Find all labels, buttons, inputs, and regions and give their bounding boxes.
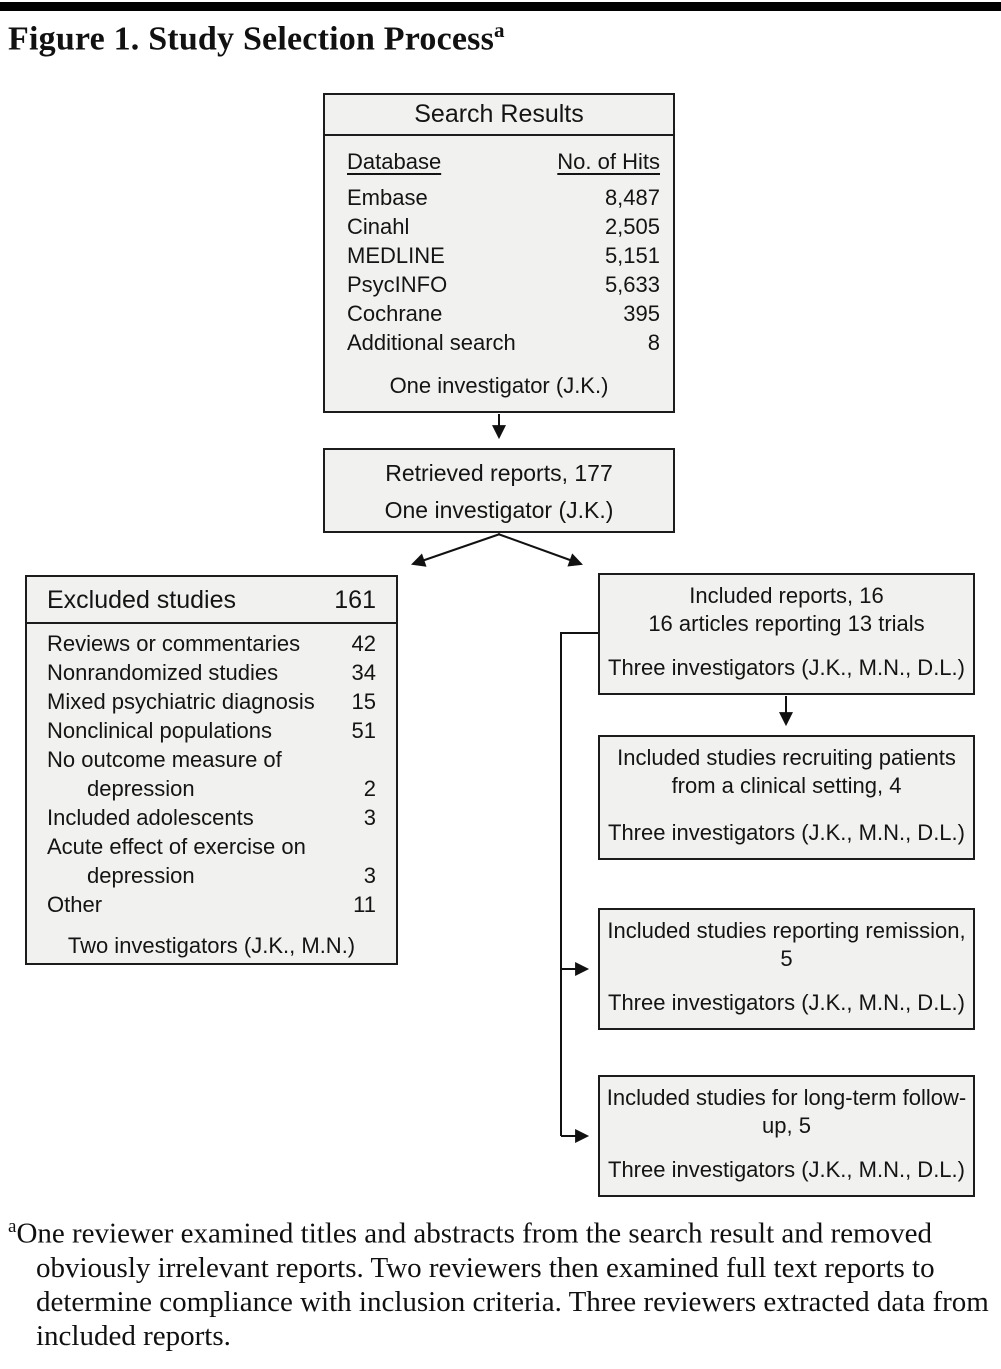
footnote-text: One reviewer examined titles and abstracts from the search result and removed obviously irrelevant reports. Two reviewers then examined full text reports to determine compliance with inclusion criteria. Three reviewers extracted data from included reports. — [16, 1217, 989, 1352]
included-reports-line2: 16 articles reporting 13 trials — [648, 611, 925, 636]
exclusion-count: 51 — [351, 718, 376, 743]
hit-count: 8,487 — [604, 185, 660, 210]
exclusion-count: 3 — [363, 863, 376, 888]
list-item — [47, 832, 376, 861]
database-name: Additional search — [347, 330, 516, 355]
remission-title: Included studies reporting remission, 5 — [607, 918, 966, 971]
exclusion-reason: Included adolescents — [47, 805, 254, 830]
excluded-studies-header — [27, 577, 396, 624]
branch-line — [561, 633, 598, 1136]
retrieved-reports-investigators: One investigator (J.K.) — [384, 497, 614, 523]
exclusion-reason: Other — [47, 892, 103, 917]
database-name: PsycINFO — [347, 272, 448, 297]
column-header-database: Database — [347, 149, 442, 174]
retrieved-reports-box — [323, 448, 675, 533]
exclusion-reason: depression — [87, 776, 195, 801]
search-results-box — [323, 93, 675, 413]
list-item — [47, 774, 376, 803]
arrow-retrieved-to-excluded — [413, 534, 500, 564]
included-reports-box — [598, 573, 975, 695]
search-results-rows — [325, 181, 673, 357]
database-name: MEDLINE — [347, 243, 445, 268]
clinical-setting-box — [598, 735, 975, 860]
included-reports-line1: Included reports, 16 — [689, 583, 884, 608]
exclusion-reason: Nonclinical populations — [47, 718, 273, 743]
list-item — [47, 861, 376, 890]
follow-up-investigators: Three investigators (J.K., M.N., D.L.) — [608, 1157, 965, 1182]
excluded-studies-header-label: Excluded studies — [47, 586, 237, 614]
figure-title-text: Figure 1. Study Selection Process — [8, 20, 495, 58]
table-row — [347, 328, 660, 357]
exclusion-reason: Mixed psychiatric diagnosis — [47, 689, 315, 714]
list-item — [47, 803, 376, 832]
exclusion-reason: Reviews or commentaries — [47, 631, 301, 656]
hit-count: 5,633 — [604, 272, 660, 297]
table-row — [347, 183, 660, 212]
included-reports-title — [605, 582, 968, 638]
list-item — [47, 658, 376, 687]
list-item — [47, 716, 376, 745]
list-item — [47, 745, 376, 774]
table-row — [347, 241, 660, 270]
follow-up-box — [598, 1075, 975, 1197]
search-results-column-headers — [325, 136, 673, 181]
exclusion-count: 3 — [363, 805, 376, 830]
follow-up-title: Included studies for long-term follow-up, 5 — [606, 1085, 967, 1138]
column-header-hits: No. of Hits — [557, 149, 660, 174]
search-results-header: Search Results — [325, 95, 673, 136]
table-row — [347, 270, 660, 299]
retrieved-reports-title: Retrieved reports, 177 — [385, 460, 613, 486]
table-row — [347, 299, 660, 328]
database-name: Cochrane — [347, 301, 443, 326]
list-item — [47, 890, 376, 919]
arrow-retrieved-to-included — [498, 534, 581, 564]
exclusion-count: 42 — [351, 631, 376, 656]
remission-investigators: Three investigators (J.K., M.N., D.L.) — [608, 990, 965, 1015]
database-name: Embase — [347, 185, 428, 210]
exclusion-reason: No outcome measure of — [47, 747, 282, 772]
included-reports-investigators: Three investigators (J.K., M.N., D.L.) — [608, 655, 965, 680]
footnote-marker: a — [8, 1216, 17, 1237]
hit-count: 395 — [623, 301, 660, 326]
database-name: Cinahl — [347, 214, 410, 239]
list-item — [47, 629, 376, 658]
exclusion-reason: Nonrandomized studies — [47, 660, 279, 685]
figure-footnote — [8, 1210, 994, 1353]
excluded-studies-rows — [27, 624, 396, 919]
exclusion-count: 34 — [351, 660, 376, 685]
exclusion-count: 2 — [363, 776, 376, 801]
exclusion-count: 11 — [353, 892, 376, 917]
exclusion-reason: Acute effect of exercise on — [47, 834, 306, 859]
exclusion-count: 15 — [351, 689, 376, 714]
hit-count: 8 — [647, 330, 660, 355]
hit-count: 2,505 — [604, 214, 660, 239]
list-item — [47, 687, 376, 716]
clinical-setting-title: Included studies recruiting patients from a clinical setting, 4 — [617, 745, 956, 798]
clinical-setting-investigators: Three investigators (J.K., M.N., D.L.) — [608, 820, 965, 845]
table-row — [347, 212, 660, 241]
excluded-investigators: Two investigators (J.K., M.N.) — [67, 933, 356, 958]
figure-title-footnote-marker: a — [494, 18, 505, 42]
excluded-studies-box — [25, 575, 398, 965]
exclusion-reason: depression — [87, 863, 195, 888]
excluded-studies-total: 161 — [334, 586, 376, 614]
hit-count: 5,151 — [604, 243, 660, 268]
search-investigators: One investigator (J.K.) — [389, 373, 609, 398]
remission-box — [598, 908, 975, 1030]
